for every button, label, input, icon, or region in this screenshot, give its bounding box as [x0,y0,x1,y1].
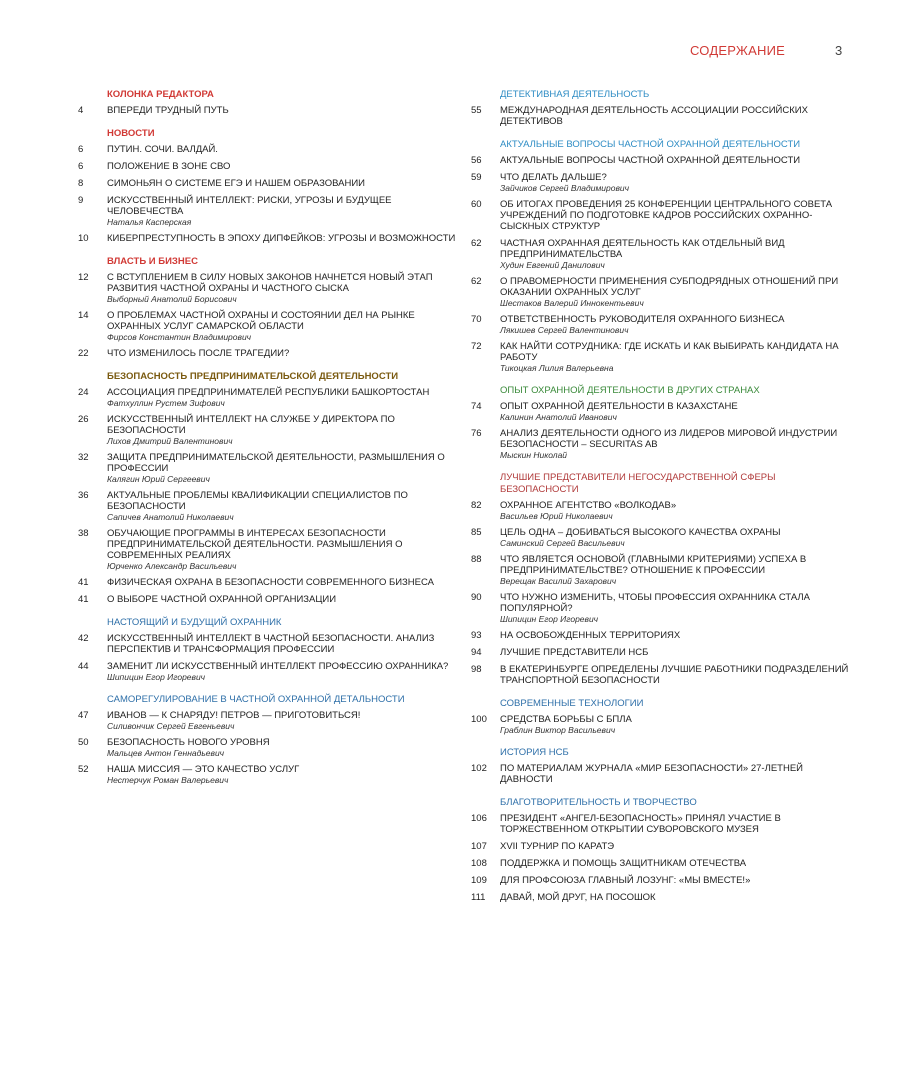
page-number: 100 [471,714,487,725]
entry-content [107,737,458,758]
toc-entry[interactable] [78,414,458,446]
article-author: Васильев Юрий Николаевич [500,511,613,521]
page-number: 74 [471,401,482,412]
page-number: 111 [471,892,486,903]
section-title: ВЛАСТЬ И БИЗНЕС [107,256,198,267]
page-number: 8 [78,178,84,189]
article-title: ОБ ИТОГАХ ПРОВЕДЕНИЯ 25 КОНФЕРЕНЦИИ ЦЕНТРАЛЬНОГО СОВЕТА УЧРЕЖДЕНИЙ ПО ПОДГОТОВКЕ КАДРОВ РОССИЙСКИХ ОХРАННО-СЫСКНЫХ СТРУКТУР [500,199,833,232]
page-number: 22 [78,348,89,359]
article-title: В ЕКАТЕРИНБУРГЕ ОПРЕДЕЛЕНЫ ЛУЧШИЕ РАБОТНИКИ ПОДРАЗДЕЛЕНИЙ ТРАНСПОРТНОЙ БЕЗОПАСНОСТИ [500,664,849,686]
section-title: СОВРЕМЕННЫЕ ТЕХНОЛОГИИ [500,698,644,709]
article-title: ЗАЩИТА ПРЕДПРИНИМАТЕЛЬСКОЙ ДЕЯТЕЛЬНОСТИ, РАЗМЫШЛЕНИЯ О ПРОФЕССИИ [107,452,445,474]
toc-entry[interactable] [471,172,851,193]
article-title: СИМОНЬЯН О СИСТЕМЕ ЕГЭ И НАШЕМ ОБРАЗОВАНИИ [107,178,365,189]
toc-section [471,698,851,735]
page-number: 108 [471,858,487,869]
toc-section [471,472,851,686]
article-author: Граблин Виктор Васильевич [500,725,616,735]
page-title: СОДЕРЖАНИЕ [690,43,786,58]
toc-entry[interactable] [471,763,851,785]
entry-content [107,144,458,155]
article-author: Выборный Анатолий Борисович [107,294,237,304]
article-title: ПО МАТЕРИАЛАМ ЖУРНАЛА «МИР БЕЗОПАСНОСТИ» 27-ЛЕТНЕЙ ДАВНОСТИ [500,763,803,785]
toc-entry[interactable] [471,647,851,658]
toc-entry[interactable] [78,737,458,758]
toc-entry[interactable] [78,710,458,731]
entry-content [107,233,458,244]
entry-content [107,272,458,304]
article-title: МЕЖДУНАРОДНАЯ ДЕЯТЕЛЬНОСТЬ АССОЦИАЦИИ РОССИЙСКИХ ДЕТЕКТИВОВ [500,105,808,127]
article-title: АНАЛИЗ ДЕЯТЕЛЬНОСТИ ОДНОГО ИЗ ЛИДЕРОВ МИРОВОЙ ИНДУСТРИИ БЕЗОПАСНОСТИ – SECURITAS AB [500,428,838,450]
page-number: 41 [78,577,89,588]
toc-entry[interactable] [471,592,851,624]
page-number: 59 [471,172,482,183]
article-title: АССОЦИАЦИЯ ПРЕДПРИНИМАТЕЛЕЙ РЕСПУБЛИКИ БАШКОРТОСТАН [107,387,430,398]
page-number: 32 [78,452,89,463]
page-number: 24 [78,387,89,398]
article-author: Сапичев Анатолий Николаевич [107,512,234,522]
toc-entry[interactable] [471,238,851,270]
article-title: ОБУЧАЮЩИЕ ПРОГРАММЫ В ИНТЕРЕСАХ БЕЗОПАСНОСТИ ПРЕДПРИНИМАТЕЛЬСКОЙ ДЕЯТЕЛЬНОСТИ. РАЗМЫШЛЕНИЯ О СОВРЕМЕННЫХ РЕАЛИЯХ [107,528,403,561]
page-number: 36 [78,490,89,501]
entry-content [107,633,458,655]
entry-content [107,161,458,172]
page-number: 6 [78,144,84,155]
toc-section [78,128,458,244]
toc-entry[interactable] [78,178,458,189]
toc-entry[interactable] [78,195,458,227]
entry-content [500,763,851,785]
entry-content [107,594,458,605]
toc-entry[interactable] [471,630,851,641]
section-title: НОВОСТИ [107,128,155,139]
article-title: ЦЕЛЬ ОДНА – ДОБИВАТЬСЯ ВЫСОКОГО КАЧЕСТВА ОХРАНЫ [500,527,781,538]
toc-entry[interactable] [78,348,458,359]
toc-section [78,89,458,116]
entry-content [107,178,458,189]
page-number: 44 [78,661,89,672]
article-title: ЧТО ДЕЛАТЬ ДАЛЬШЕ? [500,172,607,183]
section-title: ОПЫТ ОХРАННОЙ ДЕЯТЕЛЬНОСТИ В ДРУГИХ СТРАНАХ [500,385,760,396]
toc-entry[interactable] [471,527,851,548]
toc-section [471,747,851,785]
article-author: Шипицин Егор Игоревич [107,672,206,682]
toc-entry[interactable] [78,452,458,484]
toc-entry[interactable] [471,155,851,166]
article-author: Фирсов Константин Владимирович [107,332,252,342]
page-number: 60 [471,199,482,210]
page-number: 47 [78,710,89,721]
toc-entry[interactable] [471,428,851,460]
article-author: Верещак Василий Захарович [500,576,617,586]
toc-entry[interactable] [471,341,851,373]
entry-content [107,310,458,342]
article-title: СРЕДСТВА БОРЬБЫ С БПЛА [500,714,632,725]
page-number: 72 [471,341,482,352]
article-title: ЛУЧШИЕ ПРЕДСТАВИТЕЛИ НСБ [500,647,649,658]
toc-entry[interactable] [471,276,851,308]
article-author: Тикоцкая Лилия Валерьевна [500,363,614,373]
article-title: ЧТО ИЗМЕНИЛОСЬ ПОСЛЕ ТРАГЕДИИ? [107,348,290,359]
page-number: 109 [471,875,487,886]
entry-content [107,452,458,484]
toc-entry[interactable] [78,161,458,172]
article-title: ЧТО НУЖНО ИЗМЕНИТЬ, ЧТОБЫ ПРОФЕССИЯ ОХРАННИКА СТАЛА ПОПУЛЯРНОЙ? [500,592,810,614]
entry-content [500,647,851,658]
article-title: ОХРАННОЕ АГЕНТСТВО «ВОЛКОДАВ» [500,500,677,511]
toc-entry[interactable] [471,105,851,127]
page-number: 56 [471,155,482,166]
toc-entry[interactable] [78,310,458,342]
entry-content [500,858,851,869]
entry-content [500,401,851,422]
article-title: ИСКУССТВЕННЫЙ ИНТЕЛЛЕКТ В ЧАСТНОЙ БЕЗОПАСНОСТИ. АНАЛИЗ ПЕРСПЕКТИВ И ТРАНСФОРМАЦИЯ ПРОФЕССИИ [107,633,435,655]
toc-section [471,385,851,460]
toc-entry[interactable] [78,387,458,408]
entry-content [500,341,851,373]
entry-content [500,105,851,127]
toc-section [78,256,458,359]
toc-section [78,371,458,605]
article-title: ВПЕРЕДИ ТРУДНЫЙ ПУТЬ [107,105,229,116]
article-author: Саминский Сергей Васильевич [500,538,625,548]
page-number: 106 [471,813,487,824]
article-author: Фатхуллин Рустем Зифович [107,398,225,408]
toc-entry[interactable] [471,841,851,852]
page-number: 98 [471,664,482,675]
page-number: 62 [471,276,482,287]
toc-section [78,694,458,785]
entry-content [107,764,458,785]
entry-content [500,238,851,270]
article-title: ПРЕЗИДЕНТ «АНГЕЛ-БЕЗОПАСНОСТЬ» ПРИНЯЛ УЧАСТИЕ В ТОРЖЕСТВЕННОМ ОТКРЫТИИ СУВОРОВСКОГО МУЗЕЯ [500,813,781,835]
article-author: Шестаков Валерий Иннокентьевич [500,298,644,308]
article-title: ОПЫТ ОХРАННОЙ ДЕЯТЕЛЬНОСТИ В КАЗАХСТАНЕ [500,401,738,412]
article-author: Наталья Касперская [107,217,192,227]
entry-content [107,710,458,731]
section-title: ЛУЧШИЕ ПРЕДСТАВИТЕЛИ НЕГОСУДАРСТВЕННОЙ СФЕРЫ БЕЗОПАСНОСТИ [500,472,776,495]
toc-section [78,617,458,682]
toc-entry[interactable] [78,272,458,304]
page-number: 26 [78,414,89,425]
toc-entry[interactable] [471,314,851,335]
toc-entry[interactable] [471,199,851,232]
toc-section [471,797,851,903]
article-title: ДАВАЙ, МОЙ ДРУГ, НА ПОСОШОК [500,892,656,903]
page-number: 12 [78,272,89,283]
toc-column-left [78,89,458,797]
page-number: 82 [471,500,482,511]
article-author: Мальцев Антон Геннадьевич [107,748,225,758]
article-title: АКТУАЛЬНЫЕ ВОПРОСЫ ЧАСТНОЙ ОХРАННОЙ ДЕЯТЕЛЬНОСТИ [500,155,801,166]
section-title: ДЕТЕКТИВНАЯ ДЕЯТЕЛЬНОСТЬ [500,89,650,100]
entry-content [500,500,851,521]
toc-section [471,139,851,373]
article-title: КАК НАЙТИ СОТРУДНИКА: ГДЕ ИСКАТЬ И КАК ВЫБИРАТЬ КАНДИДАТА НА РАБОТУ [500,341,839,363]
article-title: АКТУАЛЬНЫЕ ПРОБЛЕМЫ КВАЛИФИКАЦИИ СПЕЦИАЛИСТОВ ПО БЕЗОПАСНОСТИ [107,490,408,512]
toc-entry[interactable] [78,577,458,588]
section-title: НАСТОЯЩИЙ И БУДУЩИЙ ОХРАННИК [107,617,282,628]
entry-content [500,527,851,548]
entry-content [500,841,851,852]
toc-entry[interactable] [471,401,851,422]
article-title: БЕЗОПАСНОСТЬ НОВОГО УРОВНЯ [107,737,270,748]
article-title: ДЛЯ ПРОФСОЮЗА ГЛАВНЫЙ ЛОЗУНГ: «МЫ ВМЕСТЕ!» [500,875,751,886]
entry-content [500,428,851,460]
toc-entry[interactable] [78,528,458,571]
article-title: ЧТО ЯВЛЯЕТСЯ ОСНОВОЙ (ГЛАВНЫМИ КРИТЕРИЯМИ) УСПЕХА В ПРЕДПРИНИМАТЕЛЬСТВЕ? ОТНОШЕНИЕ К ПРОФЕССИИ [500,554,807,576]
article-title: О ВЫБОРЕ ЧАСТНОЙ ОХРАННОЙ ОРГАНИЗАЦИИ [107,594,337,605]
toc-entry[interactable] [78,633,458,655]
article-title: С ВСТУПЛЕНИЕМ В СИЛУ НОВЫХ ЗАКОНОВ НАЧНЕТСЯ НОВЫЙ ЭТАП РАЗВИТИЯ ЧАСТНОЙ ОХРАНЫ И ЧАСТНОГО СЫСКА [107,272,433,294]
article-title: ИВАНОВ — К СНАРЯДУ! ПЕТРОВ — ПРИГОТОВИТЬСЯ! [107,710,361,721]
article-author: Нестерчук Роман Валерьевич [107,775,229,785]
page-number: 42 [78,633,89,644]
toc-entry[interactable] [78,144,458,155]
article-title: ИСКУССТВЕННЫЙ ИНТЕЛЛЕКТ НА СЛУЖБЕ У ДИРЕКТОРА ПО БЕЗОПАСНОСТИ [107,414,395,436]
page-number: 41 [78,594,89,605]
article-title: ПОДДЕРЖКА И ПОМОЩЬ ЗАЩИТНИКАМ ОТЕЧЕСТВА [500,858,747,869]
article-author: Зайчиков Сергей Владимирович [500,183,630,193]
page-number: 62 [471,238,482,249]
section-title: САМОРЕГУЛИРОВАНИЕ В ЧАСТНОЙ ОХРАННОЙ ДЕТАЛЬНОСТИ [107,694,405,705]
article-author: Лякишев Сергей Валентинович [500,325,629,335]
toc-entry[interactable] [78,105,458,116]
page-number: 10 [78,233,89,244]
article-title: ФИЗИЧЕСКАЯ ОХРАНА В БЕЗОПАСНОСТИ СОВРЕМЕННОГО БИЗНЕСА [107,577,434,588]
entry-content [500,630,851,641]
toc-entry[interactable] [471,714,851,735]
page-number: 90 [471,592,482,603]
entry-content [500,554,851,586]
page-number: 70 [471,314,482,325]
page-number: 94 [471,647,482,658]
entry-content [500,314,851,335]
page-number: 6 [78,161,84,172]
toc-entry[interactable] [78,661,458,682]
toc-column-right [471,89,851,915]
article-title: КИБЕРПРЕСТУПНОСТЬ В ЭПОХУ ДИПФЕЙКОВ: УГРОЗЫ И ВОЗМОЖНОСТИ [107,233,456,244]
toc-entry[interactable] [78,233,458,244]
toc-entry[interactable] [78,490,458,522]
entry-content [107,414,458,446]
entry-content [500,892,851,903]
entry-content [107,528,458,571]
section-title: БЕЗОПАСНОСТЬ ПРЕДПРИНИМАТЕЛЬСКОЙ ДЕЯТЕЛЬНОСТИ [107,371,399,382]
article-author: Калинин Анатолий Иванович [500,412,617,422]
article-author: Мыскин Николай [500,450,568,460]
article-author: Юрченко Александр Васильевич [107,561,237,571]
page-number: 50 [78,737,89,748]
toc-entry[interactable] [471,500,851,521]
article-author: Худин Евгений Данилович [500,260,605,270]
page-number: 88 [471,554,482,565]
entry-content [107,577,458,588]
section-title: БЛАГОТВОРИТЕЛЬНОСТЬ И ТВОРЧЕСТВО [500,797,697,808]
article-title: ПУТИН. СОЧИ. ВАЛДАЙ. [107,144,218,155]
page-number: 76 [471,428,482,439]
entry-content [107,387,458,408]
article-author: Калягин Юрий Сергеевич [107,474,210,484]
article-title: НА ОСВОБОЖДЕННЫХ ТЕРРИТОРИЯХ [500,630,681,641]
page-number: 3 [835,43,843,58]
article-title: ПОЛОЖЕНИЕ В ЗОНЕ СВО [107,161,231,172]
article-title: ЗАМЕНИТ ЛИ ИСКУССТВЕННЫЙ ИНТЕЛЛЕКТ ПРОФЕССИЮ ОХРАННИКА? [107,661,449,672]
article-title: XVII ТУРНИР ПО КАРАТЭ [500,841,615,852]
entry-content [500,276,851,308]
page-number: 9 [78,195,84,206]
article-title: ОТВЕТСТВЕННОСТЬ РУКОВОДИТЕЛЯ ОХРАННОГО БИЗНЕСА [500,314,785,325]
page-number: 55 [471,105,482,116]
toc-entry[interactable] [471,664,851,686]
article-author: Лихов Дмитрий Валентинович [107,436,233,446]
toc-entry[interactable] [471,892,851,903]
toc-entry[interactable] [78,594,458,605]
page-number: 93 [471,630,482,641]
section-title: ИСТОРИЯ НСБ [500,747,569,758]
page-number: 4 [78,105,84,116]
article-author: Шипицин Егор Игоревич [500,614,599,624]
section-title: АКТУАЛЬНЫЕ ВОПРОСЫ ЧАСТНОЙ ОХРАННОЙ ДЕЯТЕЛЬНОСТИ [500,139,801,150]
entry-content [500,714,851,735]
entry-content [500,172,851,193]
page-number: 102 [471,763,487,774]
page-number: 52 [78,764,89,775]
entry-content [107,105,458,116]
toc-entry[interactable] [471,813,851,835]
entry-content [500,875,851,886]
toc-entry[interactable] [471,858,851,869]
article-title: ИСКУССТВЕННЫЙ ИНТЕЛЛЕКТ: РИСКИ, УГРОЗЫ И БУДУЩЕЕ ЧЕЛОВЕЧЕСТВА [107,195,392,217]
entry-content [107,348,458,359]
article-title: О ПРОБЛЕМАХ ЧАСТНОЙ ОХРАНЫ И СОСТОЯНИИ ДЕЛ НА РЫНКЕ ОХРАННЫХ УСЛУГ САМАРСКОЙ ОБЛАСТИ [107,310,415,332]
entry-content [107,661,458,682]
page-number: 14 [78,310,89,321]
toc-section [471,89,851,127]
page-number: 107 [471,841,487,852]
entry-content [107,490,458,522]
article-title: НАША МИССИЯ — ЭТО КАЧЕСТВО УСЛУГ [107,764,300,775]
toc-entry[interactable] [471,554,851,586]
entry-content [107,195,458,227]
page-number: 38 [78,528,89,539]
article-author: Силивончик Сергей Евгеньевич [107,721,235,731]
article-title: О ПРАВОМЕРНОСТИ ПРИМЕНЕНИЯ СУБПОДРЯДНЫХ ОТНОШЕНИЙ ПРИ ОКАЗАНИИ ОХРАННЫХ УСЛУГ [500,276,839,298]
page-number: 85 [471,527,482,538]
entry-content [500,664,851,686]
toc-entry[interactable] [471,875,851,886]
entry-content [500,155,851,166]
toc-entry[interactable] [78,764,458,785]
entry-content [500,813,851,835]
section-title: КОЛОНКА РЕДАКТОРА [107,89,214,100]
entry-content [500,199,851,232]
entry-content [500,592,851,624]
article-title: ЧАСТНАЯ ОХРАННАЯ ДЕЯТЕЛЬНОСТЬ КАК ОТДЕЛЬНЫЙ ВИД ПРЕДПРИНИМАТЕЛЬСТВА [500,238,785,260]
